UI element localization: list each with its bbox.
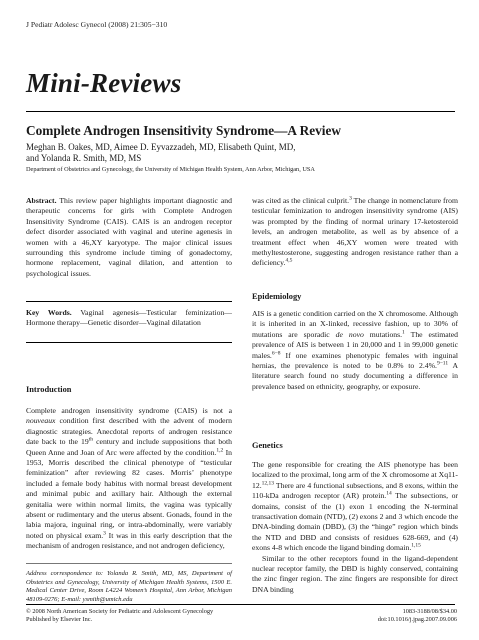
intro-text: In 1953, Morris described the clinical phenotype of “testicular feminization” after reviewing 82 cases. Morris’ phenotype included a female body habitus with normal breast development and minimal pubic and axillary hair. Although the external genitalia were within normal limits, the vagina was typically absent or rudimentary and the uterus absent. Gonads, found in the labia majora, inguinal ring, or intra-abdominally, were variably noted on physical exam. bbox=[26, 447, 232, 540]
body-text: The change in nomenclature from testicular feminization to androgen insensitivity syndrome (AIS) was prompted by the finding of normal urinary 17-ketosteroid levels, an androgen metabolite, as well as by absence of a treatment effect when 46,XY women were treated with methyltestosterone, suggesting androgen resistance rather than a deficiency. bbox=[252, 196, 458, 268]
journal-citation: J Pediatr Adolesc Gynecol (2008) 21:305−310 bbox=[26, 20, 168, 29]
introduction-heading: Introduction bbox=[26, 385, 72, 394]
epidemiology-paragraph bbox=[252, 309, 458, 392]
citation-ref: 1 bbox=[402, 329, 405, 336]
genetics-heading: Genetics bbox=[252, 441, 283, 450]
citation-ref: 9−11 bbox=[436, 360, 449, 367]
body-text: The gene responsible for creating the AIS phenotype has been localized to the proximal, long arm of the X chromosome at Xq11-12. bbox=[252, 460, 458, 490]
abstract-text: This review paper highlights important diagnostic and therapeutic concerns for girls with Complete Androgen Insensitivity Syndrome (CAIS). CAIS is an androgen receptor defect disorder associated with vaginal and uterine agenesis in women with a 46,XY karyotype. The major clinical issues surrounding this syndrome include timing of gonadectomy, hormone replacement, vaginal dilation, and attention to psychological issues. bbox=[26, 196, 232, 278]
intro-text: condition first described with the advent of modern diagnostic strategies. Anecdotal reports of androgen resistance date back to the 19 bbox=[26, 416, 232, 447]
copyright-notice bbox=[26, 608, 213, 625]
article-title: Complete Androgen Insensitivity Syndrome—A Review bbox=[26, 123, 341, 138]
introduction-paragraph bbox=[26, 406, 232, 552]
authors-line-1: Meghan B. Oakes, MD, Aimee D. Eyvazzadeh, MD, Elisabeth Quint, MD, bbox=[26, 142, 296, 152]
body-emphasis: de novo bbox=[335, 329, 364, 339]
keywords bbox=[26, 308, 232, 329]
publisher-line: Published by Elsevier Inc. bbox=[26, 616, 93, 624]
intro-text: Complete androgen insensitivity syndrome (CAIS) is not a bbox=[26, 406, 232, 415]
epidemiology-heading: Epidemiology bbox=[252, 292, 302, 301]
keywords-divider-top bbox=[26, 301, 232, 302]
citation-ref: 3 bbox=[349, 195, 352, 202]
intro-text: It was in this early description that the mechanism of androgen resistance, and not androgen deficiency, bbox=[26, 530, 232, 551]
citation-ref: 1,2 bbox=[216, 447, 224, 454]
correspondence-note: Address correspondence to: Yolanda R. Smith, MD, MS, Department of Obstetrics and Gynecology, University of Michigan Health Systems, 1500 E. Medical Center Drive, Room L4224 Women’s Hospital, Ann Arbor, Michigan 48109-0276; E-mail: ysmith@umich.edu bbox=[26, 570, 232, 603]
body-text: mutations. bbox=[363, 329, 403, 339]
correspondence-divider bbox=[26, 563, 232, 564]
affiliation: Department of Obstetrics and Gynecology, the University of Michigan Health System, Ann Arbor, Michigan, USA bbox=[26, 166, 315, 173]
genetics-section bbox=[252, 460, 458, 595]
body-text: The subsections, or domains, consist of the (1) exon 1 encoding the N-terminal transactivation domain (NTD), (2) exons 2 and 3 which encode the DNA-binding domain (DBD), (3) the “hinge” region which binds the NTD and DBD and consists of residues 628-669, and (4) exons 4-8 which encode the ligand binding domain. bbox=[252, 491, 459, 553]
section-divider bbox=[26, 111, 455, 112]
abstract bbox=[26, 196, 232, 279]
doi-link: doi:10.1016/j.jpag.2007.09.006 bbox=[377, 616, 457, 624]
citation-ref: 6−8 bbox=[271, 350, 281, 357]
citation-ref: 14 bbox=[386, 490, 392, 497]
citation-ref: 3 bbox=[103, 530, 106, 537]
keywords-label: Key Words. bbox=[26, 308, 72, 317]
footer-divider bbox=[26, 604, 455, 605]
intro-text: century and include suppositions that both Queen Anne and Joan of Arc were affected by the condition. bbox=[26, 437, 233, 457]
body-text: was cited as the clinical culprit. bbox=[252, 196, 350, 205]
abstract-label: Abstract. bbox=[26, 196, 57, 205]
continued-paragraph bbox=[252, 196, 458, 269]
genetics-paragraph-1 bbox=[252, 460, 458, 554]
citation-ref: 12,13 bbox=[261, 480, 274, 487]
body-text: A literature search found no study documenting a difference in prevalence based on ethnicity, geography, or exposure. bbox=[252, 361, 458, 391]
citation-ref: 4,5 bbox=[285, 257, 293, 264]
citation-ref: 1,15 bbox=[411, 542, 421, 549]
genetics-paragraph-2: Similar to the other receptors found in the ligand-dependent nuclear receptor family, the DBD is highly conserved, containing the zinc finger region. The zinc fingers are responsible for direct DNA binding bbox=[252, 553, 458, 594]
copyright-line: © 2008 North American Society for Pediatric and Adolescent Gynecology bbox=[26, 608, 214, 615]
author-list bbox=[26, 142, 446, 164]
body-text: There are 4 functional subsections, and 8 exons, within the 110-kDa androgen receptor (AR) protein. bbox=[252, 480, 458, 501]
issn-price: 1083-3188/08/$34.00 bbox=[402, 608, 457, 615]
intro-superscript: th bbox=[88, 436, 94, 443]
body-text: The estimated prevalence of AIS is between 1 in 20,000 and 1 in 99,000 genetic males. bbox=[252, 329, 459, 360]
keywords-divider-bottom bbox=[26, 342, 232, 343]
doi-block bbox=[378, 608, 457, 625]
body-text: AIS is a genetic condition carried on the X chromosome. Although it is inherited in an X-linked, recessive fashion, up to 30% of mutations are sporadic bbox=[252, 309, 458, 339]
intro-emphasis: nouveaux bbox=[26, 416, 56, 426]
section-title: Mini-Reviews bbox=[26, 68, 182, 98]
authors-line-2: and Yolanda R. Smith, MD, MS bbox=[26, 153, 142, 163]
body-text: If one examines phenotypic females with inguinal hernias, the prevalence is noted to be 0.8% to 2.4%. bbox=[252, 350, 458, 371]
keywords-text: Vaginal agenesis—Testicular feminization—Hormone therapy—Genetic disorder—Vaginal dilatation bbox=[26, 308, 232, 328]
